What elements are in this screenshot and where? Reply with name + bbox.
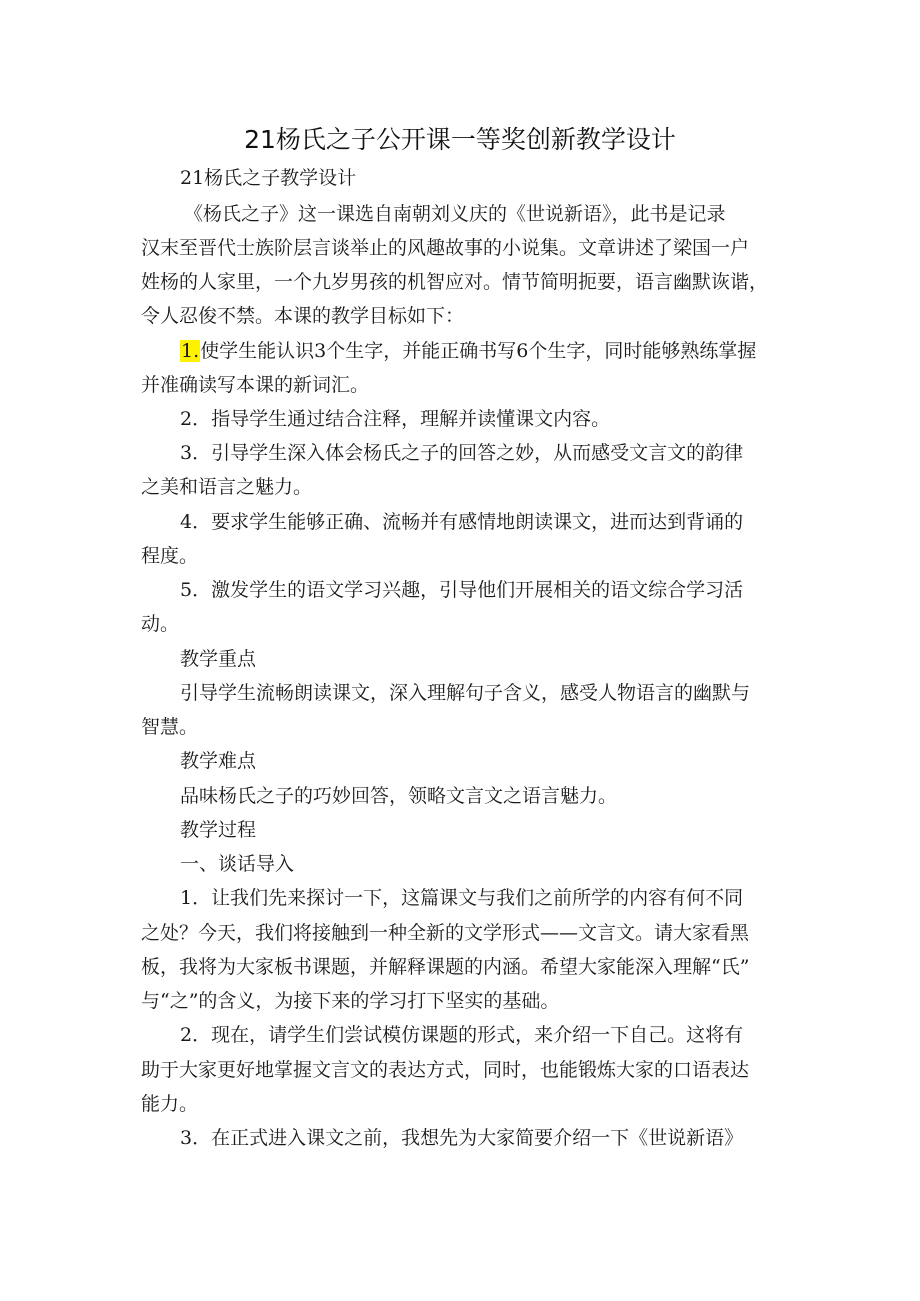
key-points-continuation: 智慧。 — [141, 716, 199, 738]
key-points-text: 引导学生流畅朗读课文，深入理解句子含义，感受人物语言的幽默与 — [180, 682, 751, 704]
paragraph-line: 板，我将为大家板书课题，并解释课题的内涵。希望大家能深入理解“氏” — [141, 956, 750, 978]
difficulty-heading: 教学难点 — [180, 750, 257, 772]
goal-1-line — [180, 339, 756, 363]
paragraph-line: 2．现在，请学生们尝试模仿课题的形式，来介绍一下自己。这将有 — [180, 1024, 744, 1046]
intro-line: 汉末至晋代士族阶层言谈举止的风趣故事的小说集。文章讲述了梁国一户 — [141, 237, 750, 259]
paragraph-line: 能力。 — [141, 1093, 199, 1115]
goal-4-continuation: 程度。 — [141, 545, 199, 567]
paragraph-line: 3．在正式进入课文之前，我想先为大家简要介绍一下《世说新语》 — [180, 1127, 744, 1149]
goal-1-continuation: 并准确读写本课的新词汇。 — [141, 374, 370, 396]
goal-1-text: 使学生能认识3个生字，并能正确书写6个生字，同时能够熟练掌握 — [200, 340, 757, 362]
process-heading: 教学过程 — [180, 819, 257, 841]
subtitle: 21杨氏之子教学设计 — [180, 167, 357, 189]
paragraph-line: 与“之”的含义，为接下来的学习打下坚实的基础。 — [141, 990, 560, 1012]
paragraph-line: 之处？今天，我们将接触到一种全新的文学形式——文言文。请大家看黑 — [141, 922, 750, 944]
goal-2: 2．指导学生通过结合注释，理解并读懂课文内容。 — [180, 408, 611, 430]
document-title: 21杨氏之子公开课一等奖创新教学设计 — [244, 125, 676, 154]
goal-1-number: 1. — [181, 340, 200, 362]
key-points-heading: 教学重点 — [180, 648, 257, 670]
intro-line: 姓杨的人家里，一个九岁男孩的机智应对。情节简明扼要，语言幽默诙谐， — [141, 271, 769, 293]
section-heading: 一、谈话导入 — [180, 853, 295, 875]
intro-line: 《杨氏之子》这一课选自南朝刘义庆的《世说新语》，此书是记录 — [184, 203, 726, 225]
goal-5: 5．激发学生的语文学习兴趣，引导他们开展相关的语文综合学习活 — [180, 579, 744, 601]
difficulty-text: 品味杨氏之子的巧妙回答，领略文言文之语言魅力。 — [180, 785, 618, 807]
intro-line: 令人忍俊不禁。本课的教学目标如下： — [141, 305, 465, 327]
goal-5-continuation: 动。 — [141, 613, 180, 635]
goal-3-continuation: 之美和语言之魅力。 — [141, 476, 313, 498]
paragraph-line: 1．让我们先来探讨一下，这篇课文与我们之前所学的内容有何不同 — [180, 887, 744, 909]
paragraph-line: 助于大家更好地掌握文言文的表达方式，同时，也能锻炼大家的口语表达 — [141, 1059, 750, 1081]
goal-3: 3．引导学生深入体会杨氏之子的回答之妙，从而感受文言文的韵律 — [180, 442, 744, 464]
goal-4: 4．要求学生能够正确、流畅并有感情地朗读课文，进而达到背诵的 — [180, 511, 744, 533]
